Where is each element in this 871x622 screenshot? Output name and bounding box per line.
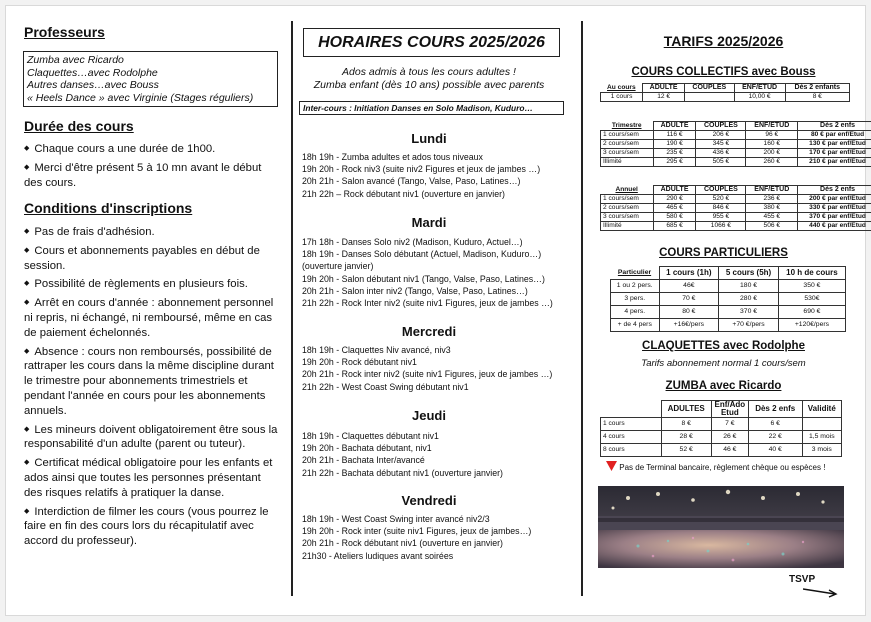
table-cell: 506 €: [746, 222, 798, 231]
table-cell: Dès 2 enfs: [748, 401, 802, 418]
table-cell: 846 €: [696, 204, 746, 213]
table-cell: 160 €: [746, 140, 798, 149]
intro-line: Zumba enfant (dès 10 ans) possible avec parents: [313, 78, 545, 91]
table-cell: ADULTE: [643, 84, 685, 93]
session-line: 19h 20h - Rock niv3 (suite niv2 Figures et jeux de jambes …): [302, 164, 541, 175]
table-cell: 8 €: [661, 418, 711, 431]
table-cell: 580 €: [653, 213, 695, 222]
day-sessions-mercredi: [302, 344, 562, 393]
table-cell: 345 €: [696, 140, 746, 149]
day-sessions-mardi: [302, 236, 562, 309]
table-cell: 80 € par enf/Etud: [798, 131, 871, 140]
table-cell: [601, 401, 662, 418]
table-cell: + de 4 pers: [611, 319, 660, 332]
table-cell: 260 €: [746, 158, 798, 167]
table-cell: 1 cours (1h): [659, 267, 719, 280]
table-cell: 1 cours/sem: [601, 195, 654, 204]
session-line: 21h 22h - West Coast Swing débutant niv1: [302, 381, 469, 392]
table-cell: Illimité: [601, 158, 654, 167]
prof-line: Autres danses…avec Bouss: [27, 79, 159, 91]
table-cell: 436 €: [696, 149, 746, 158]
dance-hall-photo: [598, 486, 844, 568]
table-cell: ADULTE: [653, 122, 695, 131]
session-line: 19h 20h - Rock inter (suite niv1 Figures, jeux de jambes…): [302, 526, 532, 537]
prof-line: Zumba avec Ricardo: [27, 54, 124, 66]
table-cell: 1 ou 2 pers.: [611, 280, 660, 293]
table-cell: 3 cours/sem: [601, 213, 654, 222]
table-cell: 2 cours/sem: [601, 140, 654, 149]
duree-list: [24, 142, 279, 194]
table-cell: 7 €: [711, 418, 748, 431]
table-cell: 210 € par enf/Etud: [798, 158, 871, 167]
professeurs-title: Professeurs: [24, 24, 105, 40]
table-cell: 2 cours/sem: [601, 204, 654, 213]
payment-note: [606, 461, 861, 472]
table-cell: +16€/pers: [659, 319, 719, 332]
table-cell: COUPLES: [696, 186, 746, 195]
claquettes-title: CLAQUETTES avec Rodolphe: [642, 340, 805, 352]
session-line: 18h 19h - Danses Solo débutant (Actuel, Madison, Kuduro…): [302, 249, 542, 260]
tarif-table-unitaire: [600, 83, 850, 102]
day-title-vendredi: Vendredi: [401, 493, 457, 508]
day-title-jeudi: Jeudi: [412, 408, 446, 423]
table-cell: Dès 2 enfants: [785, 84, 849, 93]
tarif-table-annuel: [600, 185, 871, 231]
table-cell: 350 €: [778, 280, 845, 293]
table-cell: 170 € par enf/Etud: [798, 149, 871, 158]
table-cell: 465 €: [653, 204, 695, 213]
table-cell: 200 € par enf/Etud: [798, 195, 871, 204]
day-sessions-lundi: [302, 151, 562, 200]
session-line: 20h 21h - Bachata Inter/avancé: [302, 455, 425, 466]
table-cell: 206 €: [696, 131, 746, 140]
column-divider-left: [291, 21, 293, 596]
tsvp-label: TSVP: [789, 574, 816, 585]
zumba-title: ZUMBA avec Ricardo: [665, 380, 782, 392]
column-divider-right: [581, 21, 583, 596]
day-title-mercredi: Mercredi: [401, 324, 457, 339]
session-line: 21h 22h – Rock débutant niv1 (ouverture en janvier): [302, 188, 505, 199]
session-line: 18h 19h - Zumba adultes et ados tous niveaux: [302, 152, 483, 162]
list-item: ◆ Merci d'être présent 5 à 10 mn avant le début des cours.: [24, 161, 279, 191]
list-item: ◆ Absence : cours non remboursés, possibilité de rattraper les cours dans la même discipline durant le trimestre pour abonnements trimestriels et pendant l'année en cours pour les abonnements annuels.: [24, 345, 282, 419]
day-title-mardi: Mardi: [411, 215, 447, 230]
table-cell: 8 cours: [601, 444, 662, 457]
session-line: 19h 20h - Bachata débutant, niv1: [302, 443, 432, 454]
table-cell: 28 €: [661, 431, 711, 444]
session-line: 20h 21h - Rock débutant niv1 (ouverture en janvier): [302, 538, 503, 549]
table-cell: +70 €/pers: [719, 319, 779, 332]
table-cell: 3 pers.: [611, 293, 660, 306]
table-cell: 1066 €: [696, 222, 746, 231]
session-line: 20h 21h - Rock inter niv2 (suite niv1 Figures, jeux de jambes …): [302, 369, 553, 380]
table-cell: Dès 2 enfs: [798, 122, 871, 131]
professeurs-box: [23, 51, 278, 107]
horaires-title: HORAIRES COURS 2025/2026: [303, 28, 560, 57]
table-cell: 5 cours (5h): [719, 267, 779, 280]
list-item: ◆ Cours et abonnements payables en début de session.: [24, 244, 282, 274]
table-cell: Validité: [802, 401, 841, 418]
table-cell: 8 €: [785, 93, 849, 102]
table-cell: 96 €: [746, 131, 798, 140]
table-cell: 22 €: [748, 431, 802, 444]
table-cell: 4 pers.: [611, 306, 660, 319]
prof-line: « Heels Dance » avec Virginie (Stages réguliers): [27, 91, 254, 104]
table-cell: 12 €: [643, 93, 685, 102]
table-cell: 4 cours: [601, 431, 662, 444]
table-cell: 6 €: [748, 418, 802, 431]
session-line: 19h 20h - Salon débutant niv1 (Tango, Valse, Paso, Latines…): [302, 273, 545, 284]
table-cell: 370 € par enf/Etud: [798, 213, 871, 222]
table-cell: 3 mois: [802, 444, 841, 457]
table-cell: 380 €: [746, 204, 798, 213]
table-cell: 690 €: [778, 306, 845, 319]
table-cell: 10 h de cours: [778, 267, 845, 280]
list-item: ◆ Les mineurs doivent obligatoirement être sous la responsabilité d'un adulte (parent ou tuteur).: [24, 423, 282, 453]
day-sessions-jeudi: [302, 430, 562, 479]
table-cell: 455 €: [746, 213, 798, 222]
table-cell: 955 €: [696, 213, 746, 222]
table-cell: Trimestre: [601, 122, 654, 131]
day-sessions-vendredi: [302, 513, 562, 562]
table-cell: 180 €: [719, 280, 779, 293]
table-cell: [802, 418, 841, 431]
horaires-intro: [298, 66, 560, 91]
table-cell: 520 €: [696, 195, 746, 204]
table-cell: Particulier: [611, 267, 660, 280]
list-item: ◆ Pas de frais d'adhésion.: [24, 225, 282, 240]
list-item: ◆ Arrêt en cours d'année : abonnement personnel ni repris, ni échangé, ni remboursé, même en cas de paiement échelonnés.: [24, 296, 282, 340]
table-cell: 280 €: [719, 293, 779, 306]
table-cell: 3 cours/sem: [601, 149, 654, 158]
intro-line: Ados admis à tous les cours adultes !: [342, 66, 516, 78]
session-line: 21h30 - Ateliers ludiques avant soirées: [302, 550, 454, 561]
list-item: ◆ Interdiction de filmer les cours (vous pourrez le faire en fin des cours lors du récapitulatif avec accord du professeur).: [24, 505, 282, 549]
table-cell: 52 €: [661, 444, 711, 457]
tarif-table-trimestre: [600, 121, 871, 167]
table-cell: 10,00 €: [734, 93, 785, 102]
collectifs-title: COURS COLLECTIFS avec Bouss: [631, 66, 816, 78]
table-cell: ADULTES: [661, 401, 711, 418]
session-line: 18h 19h - Claquettes débutant niv1: [302, 431, 439, 441]
table-cell: Enf/Ado Etud: [711, 401, 748, 418]
table-cell: 1 cours/sem: [601, 131, 654, 140]
table-cell: 1,5 mois: [802, 431, 841, 444]
table-cell: 235 €: [653, 149, 695, 158]
session-line: 21h 22h - Bachata débutant niv1 (ouverture janvier): [302, 467, 503, 478]
tarif-table-zumba: [600, 400, 842, 457]
particuliers-title: COURS PARTICULIERS: [659, 247, 788, 259]
session-line: 18h 19h - West Coast Swing inter avancé niv2/3: [302, 514, 490, 524]
table-cell: Au cours: [601, 84, 643, 93]
table-cell: 290 €: [653, 195, 695, 204]
table-cell: 130 € par enf/Etud: [798, 140, 871, 149]
table-cell: 330 € par enf/Etud: [798, 204, 871, 213]
session-line: (ouverture janvier): [302, 261, 374, 272]
tarif-table-particuliers: [610, 266, 846, 332]
table-cell: COUPLES: [685, 84, 735, 93]
conditions-title: Conditions d'inscriptions: [24, 200, 193, 216]
list-item: ◆ Possibilité de règlements en plusieurs fois.: [24, 277, 282, 292]
table-cell: 190 €: [653, 140, 695, 149]
table-cell: +120€/pers: [778, 319, 845, 332]
conditions-list: [24, 225, 282, 553]
table-cell: 116 €: [653, 131, 695, 140]
tarifs-title: TARIFS 2025/2026: [663, 33, 784, 49]
list-item: ◆ Certificat médical obligatoire pour les enfants et ados ainsi que toutes les personnes présentant des risques relatifs à pratiquer la danse.: [24, 456, 282, 500]
table-cell: 70 €: [659, 293, 719, 306]
table-cell: ENF/ETUD: [746, 186, 798, 195]
table-cell: 46 €: [711, 444, 748, 457]
table-cell: 685 €: [653, 222, 695, 231]
table-cell: 530€: [778, 293, 845, 306]
table-cell: 1 cours: [601, 93, 643, 102]
list-item: ◆ Chaque cours a une durée de 1h00.: [24, 142, 279, 157]
arrow-right-icon: [803, 586, 839, 598]
payment-note-text: Pas de Terminal bancaire, règlement chèque ou espèces !: [619, 463, 826, 472]
intercours-box: Inter-cours : Initiation Danses en Solo Madison, Kuduro…: [299, 101, 564, 115]
table-cell: 40 €: [748, 444, 802, 457]
table-cell: ADULTE: [653, 186, 695, 195]
table-cell: 1 cours: [601, 418, 662, 431]
session-line: 18h 19h - Claquettes Niv avancé, niv3: [302, 345, 451, 355]
session-line: 20h 21h - Salon avancé (Tango, Valse, Paso, Latines…): [302, 176, 521, 187]
table-cell: ENF/ETUD: [746, 122, 798, 131]
table-cell: [685, 93, 735, 102]
red-triangle-icon: [606, 461, 617, 471]
table-cell: Annuel: [601, 186, 654, 195]
prof-line: Claquettes…avec Rodolphe: [27, 66, 158, 79]
flyer-page: [5, 5, 866, 616]
claquettes-note: Tarifs abonnement normal 1 cours/sem: [641, 358, 806, 369]
table-cell: 80 €: [659, 306, 719, 319]
session-line: 20h 21h - Salon inter niv2 (Tango, Valse, Paso, Latines…): [302, 285, 528, 296]
table-cell: 440 € par enf/Etud: [798, 222, 871, 231]
day-title-lundi: Lundi: [411, 131, 447, 146]
table-cell: Illimité: [601, 222, 654, 231]
table-cell: 370 €: [719, 306, 779, 319]
table-cell: 505 €: [696, 158, 746, 167]
table-cell: 295 €: [653, 158, 695, 167]
session-line: 21h 22h - Rock Inter niv2 (suite niv1 Figures, jeux de jambes …): [302, 298, 553, 309]
table-cell: 26 €: [711, 431, 748, 444]
session-line: 19h 20h - Rock débutant niv1: [302, 357, 417, 368]
table-cell: 46€: [659, 280, 719, 293]
table-cell: ENF/ETUD: [734, 84, 785, 93]
table-cell: 236 €: [746, 195, 798, 204]
table-cell: Dès 2 enfs: [798, 186, 871, 195]
duree-title: Durée des cours: [24, 118, 134, 134]
table-cell: 200 €: [746, 149, 798, 158]
session-line: 17h 18h - Danses Solo niv2 (Madison, Kuduro, Actuel…): [302, 237, 523, 247]
table-cell: COUPLES: [696, 122, 746, 131]
